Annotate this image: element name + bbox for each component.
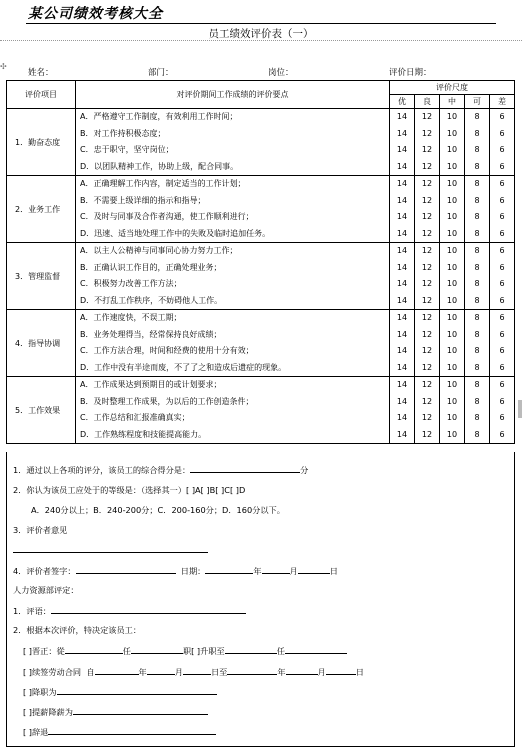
anchor-icon: ✣ (0, 62, 7, 71)
evaluator-sign-line (13, 565, 338, 577)
criteria-cell (76, 310, 390, 377)
demotion-option[interactable] (23, 686, 217, 698)
score-cell[interactable] (440, 243, 465, 310)
evaluator-opinion-field[interactable] (13, 544, 208, 555)
score-cell[interactable] (415, 310, 440, 377)
contract-label: [ ]续签劳动合同 (23, 667, 82, 677)
score-cell[interactable] (490, 377, 515, 444)
score-value[interactable]: 12 (421, 128, 433, 138)
criteria-line: D．迅速、适当地处理工作中的失败及临时追加任务。 (80, 228, 271, 238)
score-value[interactable]: 10 (446, 112, 458, 121)
score-value[interactable]: 14 (396, 279, 408, 288)
summary-section (6, 452, 515, 747)
hr-comment-field[interactable] (51, 605, 246, 614)
day-label: 日 (355, 667, 364, 677)
page-title: 某公司绩效考核大全 (28, 6, 163, 22)
total-score-line (13, 464, 308, 476)
score-value[interactable]: 6 (499, 380, 505, 389)
month-label: 月 (289, 566, 298, 576)
category-cell: 1．勤奋态度 (7, 109, 76, 176)
score-value[interactable]: 12 (421, 161, 433, 171)
score-value[interactable]: 6 (499, 262, 505, 272)
sign-month-field[interactable] (262, 565, 290, 574)
header-item: 评价项目 (7, 81, 76, 109)
score-value[interactable]: 14 (396, 161, 408, 171)
page-break-dots (0, 40, 522, 41)
score-value[interactable]: 10 (446, 329, 458, 339)
name-label: 姓名： (28, 68, 54, 78)
score-value[interactable]: 14 (396, 429, 408, 439)
salary-change-option[interactable] (23, 706, 208, 718)
score-value[interactable]: 6 (499, 396, 505, 406)
score-value[interactable]: 10 (446, 279, 458, 288)
score-value[interactable]: 10 (446, 413, 458, 422)
score-value[interactable]: 8 (474, 228, 480, 238)
score-value[interactable]: 6 (499, 228, 505, 238)
hr-comment-line (13, 605, 246, 617)
scale-good: 良 (415, 95, 440, 109)
score-value[interactable]: 6 (499, 212, 505, 221)
score-value[interactable]: 8 (474, 313, 480, 322)
evaluation-rows (7, 109, 515, 444)
score-value[interactable]: 14 (396, 128, 408, 138)
scale-fair: 可 (465, 95, 490, 109)
year-label: 年 (277, 667, 286, 677)
score-value[interactable]: 8 (474, 128, 480, 138)
score-value[interactable]: 12 (421, 362, 433, 372)
evaluator-sign-field[interactable] (76, 565, 176, 574)
score-value[interactable]: 12 (421, 195, 433, 205)
score-value[interactable]: 10 (446, 212, 458, 221)
dismissal-option[interactable] (23, 726, 216, 738)
demotion-label: [ ]降职为 (23, 687, 57, 697)
score-value[interactable]: 14 (396, 329, 408, 339)
score-value[interactable]: 12 (421, 246, 433, 255)
criteria-line: D．以团队精神工作，协助上级，配合同事。 (80, 161, 239, 171)
grade-description: A．240分以上；B．240-200分；C．200-160分；D．160分以下。 (31, 505, 285, 515)
criteria-line: B．正确认识工作目的，正确处理业务； (80, 262, 222, 272)
score-cell[interactable] (415, 243, 440, 310)
criteria-line: A．正确理解工作内容，制定适当的工作计划； (80, 179, 246, 188)
promotion-new-post-label: 任 (276, 646, 285, 656)
score-value[interactable]: 6 (499, 246, 505, 255)
header-criteria: 对评价期间工作成绩的评价要点 (76, 81, 390, 109)
score-value[interactable]: 10 (446, 429, 458, 439)
criteria-line: C．及时与同事及合作者沟通，使工作顺利进行； (80, 212, 254, 221)
table-row (7, 310, 515, 377)
contract-to-label: 日至 (210, 667, 228, 677)
score-value[interactable]: 14 (396, 362, 408, 372)
score-value[interactable]: 12 (421, 429, 433, 439)
score-value[interactable]: 12 (421, 262, 433, 272)
dept-label: 部门： (148, 68, 174, 78)
score-cell[interactable] (440, 377, 465, 444)
score-value[interactable]: 6 (499, 362, 505, 372)
promotion-to-label: 职[ ]升职至 (182, 646, 225, 656)
criteria-line: C．积极努力改善工作方法； (80, 279, 182, 288)
score-cell[interactable] (465, 176, 490, 243)
score-value[interactable]: 8 (474, 380, 480, 389)
criteria-line: A．工作速度快，不误工期； (80, 313, 182, 322)
day-label: 日 (329, 566, 338, 576)
score-cell[interactable] (465, 243, 490, 310)
promotion-from-label: [ ]晋正：從 (23, 646, 65, 656)
form-title: 员工绩效评价表（一） (208, 28, 314, 40)
evaluator-sign-label: 4．评价者签字： (13, 566, 76, 576)
category-cell: 4．指导协调 (7, 310, 76, 377)
score-cell[interactable] (390, 377, 415, 444)
criteria-line: B．对工作持积极态度； (80, 128, 166, 138)
contract-from-label: 自 (86, 667, 95, 677)
hr-opinion-label: 人力资源部评定： (13, 585, 79, 595)
year-label: 年 (138, 667, 147, 677)
score-value[interactable]: 14 (396, 413, 408, 422)
score-value[interactable]: 10 (446, 246, 458, 255)
scale-poor: 差 (490, 95, 515, 109)
score-cell[interactable] (390, 243, 415, 310)
table-row (7, 377, 515, 444)
scale-excellent: 优 (390, 95, 415, 109)
score-value[interactable]: 14 (396, 212, 408, 221)
score-value[interactable]: 14 (396, 228, 408, 238)
score-value[interactable]: 8 (474, 246, 480, 255)
score-value[interactable]: 14 (396, 246, 408, 255)
sign-day-field[interactable] (298, 565, 330, 574)
score-cell[interactable] (440, 109, 465, 176)
score-value[interactable]: 10 (446, 128, 458, 138)
hr-decision-label: 2．根据本次评价，特决定该员工： (13, 625, 142, 635)
score-value[interactable]: 8 (474, 262, 480, 272)
score-value[interactable]: 10 (446, 362, 458, 372)
score-value[interactable]: 12 (421, 145, 433, 154)
score-value[interactable]: 10 (446, 161, 458, 171)
post-label: 岗位： (268, 68, 294, 78)
score-cell[interactable] (490, 109, 515, 176)
header-scale: 评价尺度 (390, 81, 515, 95)
category-cell: 5．工作效果 (7, 377, 76, 444)
criteria-line: C．忠于职守，坚守岗位； (80, 145, 174, 154)
score-value[interactable]: 10 (446, 262, 458, 272)
score-value[interactable]: 12 (421, 329, 433, 339)
score-value[interactable]: 6 (499, 112, 505, 121)
score-value[interactable]: 14 (396, 346, 408, 355)
score-value[interactable]: 6 (499, 145, 505, 154)
score-cell[interactable] (415, 377, 440, 444)
score-cell[interactable] (465, 377, 490, 444)
criteria-line: C．工作方法合理，时间和经费的使用十分有效； (80, 346, 254, 355)
score-value[interactable]: 6 (499, 179, 505, 188)
criteria-line: A．严格遵守工作制度，有效利用工作时间； (80, 112, 238, 121)
score-value[interactable]: 6 (499, 413, 505, 422)
score-value[interactable]: 8 (474, 413, 480, 422)
score-value[interactable]: 8 (474, 112, 480, 121)
promotion-post-label: 任 (122, 646, 131, 656)
score-value[interactable]: 12 (421, 112, 433, 121)
score-value[interactable]: 12 (421, 295, 433, 305)
evaluator-opinion-label: 3．评价者意见 (13, 525, 68, 535)
month-label: 月 (174, 667, 183, 677)
score-unit: 分 (300, 465, 309, 475)
score-cell[interactable] (390, 109, 415, 176)
score-value[interactable]: 8 (474, 329, 480, 339)
date-label: 评价日期： (389, 68, 432, 78)
promotion-option[interactable] (23, 645, 347, 657)
score-value[interactable]: 14 (396, 112, 408, 121)
score-value[interactable]: 10 (446, 380, 458, 389)
score-value[interactable]: 8 (474, 145, 480, 154)
criteria-cell (76, 176, 390, 243)
criteria-line: B．不需要上级详细的指示和指导； (80, 195, 206, 205)
score-value[interactable]: 12 (421, 313, 433, 322)
total-score-question: 1．通过以上各项的评分，该员工的综合得分是： (13, 465, 191, 475)
criteria-line: A．工作成果达到预期目的或计划要求； (80, 380, 222, 389)
criteria-cell (76, 243, 390, 310)
criteria-cell (76, 109, 390, 176)
dismissal-label: [ ]辞退 (23, 727, 49, 737)
score-cell[interactable] (440, 176, 465, 243)
category-cell: 2．业务工作 (7, 176, 76, 243)
sign-date-label: 日期： (180, 566, 206, 576)
score-value[interactable]: 6 (499, 128, 505, 138)
score-value[interactable]: 8 (474, 179, 480, 188)
criteria-line: B．及时整理工作成果，为以后的工作创造条件； (80, 396, 254, 406)
score-value[interactable]: 12 (421, 179, 433, 188)
score-cell[interactable] (490, 176, 515, 243)
score-cell[interactable] (490, 310, 515, 377)
score-value[interactable]: 6 (499, 429, 505, 439)
score-value[interactable]: 10 (446, 313, 458, 322)
score-value[interactable]: 14 (396, 262, 408, 272)
month-label: 月 (317, 667, 326, 677)
score-value[interactable]: 10 (446, 295, 458, 305)
hr-comment-label: 1．评语： (13, 606, 51, 616)
contract-renewal-option[interactable] (23, 666, 364, 678)
score-value[interactable]: 10 (446, 195, 458, 205)
score-value[interactable]: 14 (396, 313, 408, 322)
score-value[interactable]: 8 (474, 429, 480, 439)
score-value[interactable]: 6 (499, 346, 505, 355)
score-value[interactable]: 8 (474, 161, 480, 171)
score-value[interactable]: 8 (474, 195, 480, 205)
score-value[interactable]: 14 (396, 295, 408, 305)
score-cell[interactable] (390, 176, 415, 243)
score-value[interactable]: 6 (499, 195, 505, 205)
score-value[interactable]: 8 (474, 362, 480, 372)
total-score-field[interactable] (190, 464, 300, 473)
evaluation-table (6, 80, 515, 444)
score-value[interactable]: 10 (446, 396, 458, 406)
score-value[interactable]: 12 (421, 396, 433, 406)
scrollbar-handle[interactable] (518, 400, 522, 418)
criteria-line: B．业务处理得当，经常保持良好成绩； (80, 329, 222, 339)
sign-year-field[interactable] (205, 565, 253, 574)
score-value[interactable]: 14 (396, 145, 408, 154)
year-label: 年 (253, 566, 262, 576)
scale-average: 中 (440, 95, 465, 109)
table-row (7, 109, 515, 176)
score-value[interactable]: 12 (421, 212, 433, 221)
score-value[interactable]: 10 (446, 346, 458, 355)
table-row (7, 176, 515, 243)
score-cell[interactable] (415, 109, 440, 176)
grade-question[interactable]: 2．你认为该员工应处于的等级是：（选择其一）[ ]A[ ]B[ ]C[ ]D (13, 485, 246, 495)
score-cell[interactable] (440, 310, 465, 377)
score-value[interactable]: 8 (474, 212, 480, 221)
score-value[interactable]: 6 (499, 161, 505, 171)
score-value[interactable]: 6 (499, 329, 505, 339)
score-value[interactable]: 12 (421, 346, 433, 355)
score-cell[interactable] (415, 176, 440, 243)
criteria-line: C．工作总结和汇报准确真实； (80, 413, 190, 422)
score-value[interactable]: 8 (474, 279, 480, 288)
score-value[interactable]: 8 (474, 295, 480, 305)
score-value[interactable]: 14 (396, 179, 408, 188)
criteria-line: D．工作熟练程度和技能提高能力。 (80, 429, 207, 439)
criteria-line: A．以主人公精神与同事同心协力努力工作； (80, 246, 238, 255)
score-value[interactable]: 10 (446, 228, 458, 238)
score-value[interactable]: 12 (421, 279, 433, 288)
score-cell[interactable] (490, 243, 515, 310)
score-cell[interactable] (465, 310, 490, 377)
table-row (7, 243, 515, 310)
score-value[interactable]: 12 (421, 380, 433, 389)
score-value[interactable]: 12 (421, 228, 433, 238)
score-value[interactable]: 6 (499, 279, 505, 288)
score-value[interactable]: 14 (396, 396, 408, 406)
score-cell[interactable] (390, 310, 415, 377)
criteria-cell (76, 377, 390, 444)
criteria-line: D．工作中没有半途而废，不了了之和造成后遗症的现象。 (80, 362, 287, 372)
score-value[interactable]: 12 (421, 413, 433, 422)
score-value[interactable]: 6 (499, 295, 505, 305)
score-value[interactable]: 8 (474, 396, 480, 406)
score-value[interactable]: 6 (499, 313, 505, 322)
score-value[interactable]: 8 (474, 346, 480, 355)
criteria-line: D．不打乱工作秩序，不妨碍他人工作。 (80, 295, 223, 305)
score-value[interactable]: 10 (446, 179, 458, 188)
score-value[interactable]: 14 (396, 195, 408, 205)
salary-change-label: [ ]提薪降薪为 (23, 707, 73, 717)
score-cell[interactable] (465, 109, 490, 176)
category-cell: 3．管理监督 (7, 243, 76, 310)
score-value[interactable]: 14 (396, 380, 408, 389)
score-value[interactable]: 10 (446, 145, 458, 154)
title-divider (26, 23, 496, 24)
